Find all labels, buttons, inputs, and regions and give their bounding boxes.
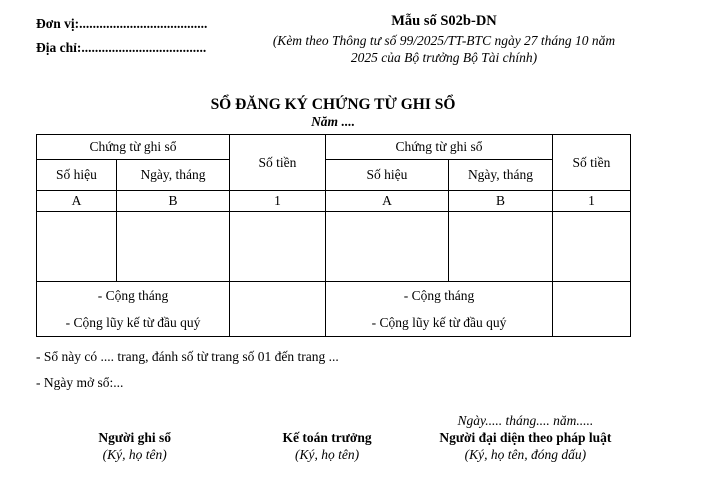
number-header-right: Số hiệu	[326, 160, 449, 191]
title-block	[36, 96, 630, 130]
recorder-title: Người ghi sổ	[98, 430, 171, 445]
legal-representative-title: Người đại diện theo pháp luật	[439, 430, 612, 445]
total-amount-left	[230, 282, 326, 337]
chief-accountant-sign-note: (Ký, họ tên)	[295, 447, 360, 462]
form-reference-block	[268, 12, 620, 66]
totals-label-left	[37, 282, 230, 337]
empty-cell	[449, 212, 553, 282]
recorder-sign-note: (Ký, họ tên)	[102, 447, 167, 462]
footer-notes	[36, 344, 339, 396]
spacer	[233, 412, 420, 429]
code-cell: B	[449, 191, 553, 212]
code-cell: A	[37, 191, 117, 212]
spacer	[36, 412, 233, 429]
unit-label: Đơn vị:......................................	[36, 16, 208, 31]
voucher-group-header-left: Chứng từ ghi sổ	[37, 135, 230, 160]
totals-row	[37, 282, 631, 337]
year-subtitle: Năm ....	[311, 114, 355, 129]
empty-data-row	[37, 212, 631, 282]
signature-date-line: Ngày..... tháng.... năm.....	[457, 413, 594, 428]
pages-note: - Sổ này có .... trang, đánh số từ trang số 01 đến trang ...	[36, 349, 339, 364]
empty-cell	[553, 212, 631, 282]
signature-recorder	[36, 412, 233, 463]
legal-representative-sign-note: (Ký, họ tên, đóng dấu)	[464, 447, 587, 462]
empty-cell	[37, 212, 117, 282]
total-month-label: - Cộng tháng	[403, 288, 475, 303]
total-quarter-label: - Cộng lũy kế từ đầu quý	[371, 315, 507, 330]
signature-chief-accountant	[233, 412, 420, 463]
table-header-row-1	[37, 135, 631, 160]
totals-label-right	[326, 282, 553, 337]
empty-cell	[230, 212, 326, 282]
date-header-right: Ngày, tháng	[449, 160, 553, 191]
form-number: Mẫu số S02b-DN	[391, 13, 497, 29]
page-title: SỔ ĐĂNG KÝ CHỨNG TỪ GHI SỔ	[210, 96, 456, 113]
empty-cell	[117, 212, 230, 282]
number-header-left: Số hiệu	[37, 160, 117, 191]
chief-accountant-title: Kế toán trưởng	[282, 430, 372, 445]
unit-address-block	[36, 12, 207, 60]
empty-cell	[326, 212, 449, 282]
form-circular-reference: (Kèm theo Thông tư số 99/2025/TT-BTC ngày 27 tháng 10 năm 2025 của Bộ trưởng Bộ Tài chính)	[272, 33, 616, 65]
code-cell: B	[117, 191, 230, 212]
amount-header-right: Số tiền	[553, 135, 631, 191]
voucher-group-header-right: Chứng từ ghi sổ	[326, 135, 553, 160]
signature-section	[36, 412, 630, 463]
code-cell: 1	[230, 191, 326, 212]
amount-header-left: Số tiền	[230, 135, 326, 191]
signature-legal-representative	[421, 412, 630, 463]
total-month-label: - Cộng tháng	[97, 288, 169, 303]
column-code-row	[37, 191, 631, 212]
table-header-row-2	[37, 160, 631, 191]
total-amount-right	[553, 282, 631, 337]
date-header-left: Ngày, tháng	[117, 160, 230, 191]
code-cell: 1	[553, 191, 631, 212]
address-label: Địa chỉ:.....................................	[36, 40, 207, 55]
code-cell: A	[326, 191, 449, 212]
total-quarter-label: - Cộng lũy kế từ đầu quý	[65, 315, 201, 330]
open-date-note: - Ngày mở sổ:...	[36, 375, 124, 390]
register-table	[36, 134, 631, 337]
